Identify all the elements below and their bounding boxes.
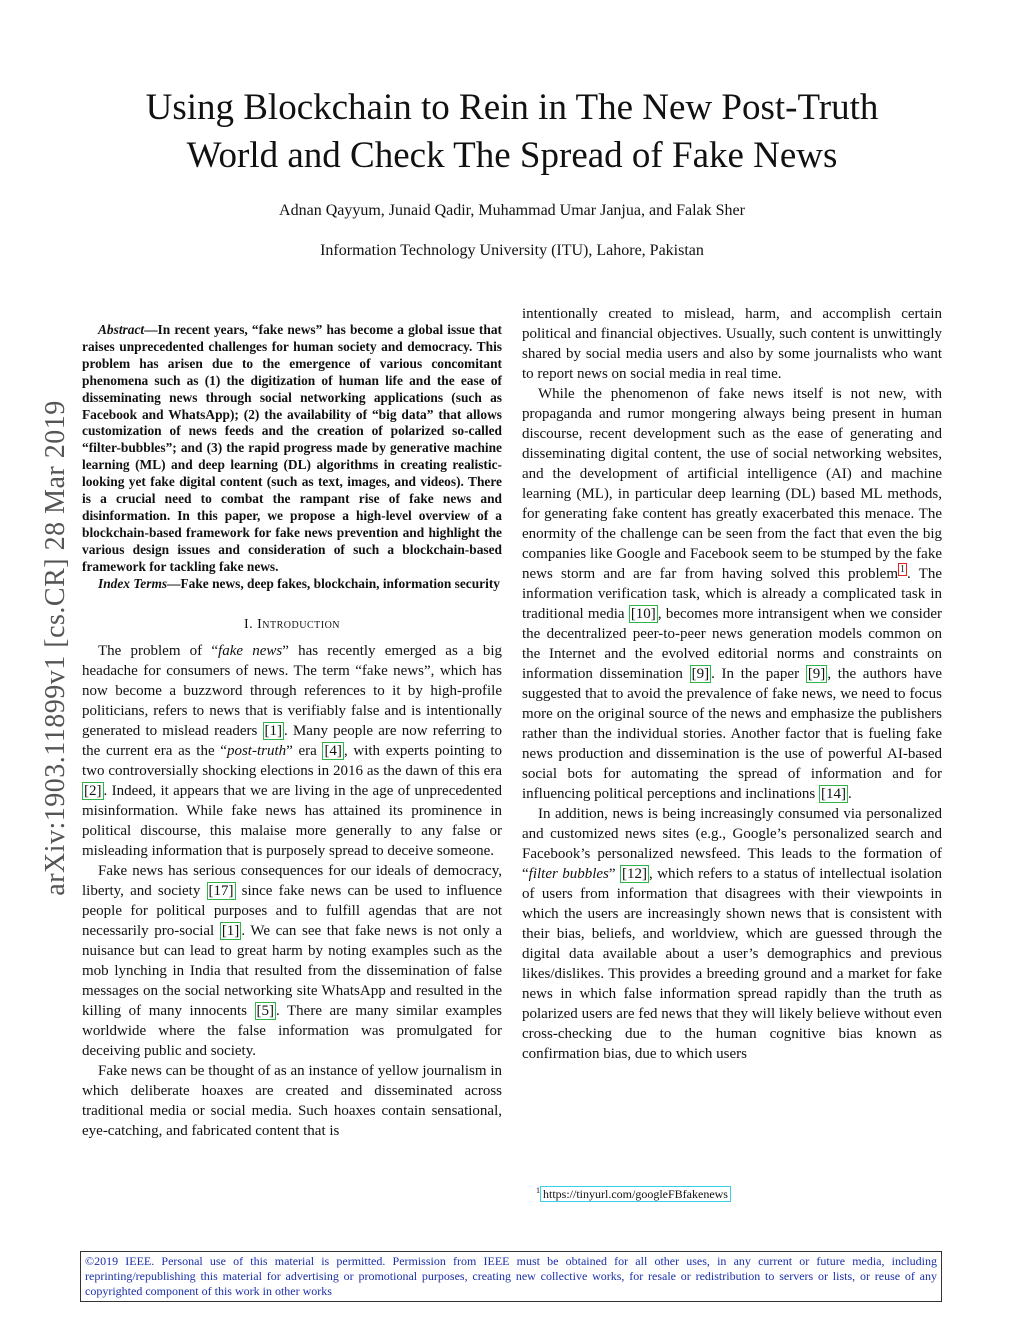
citation-link[interactable]: [9]: [691, 666, 710, 682]
citation-link[interactable]: [5]: [256, 1002, 275, 1019]
paper-title: [60, 84, 964, 180]
index-terms: [82, 576, 502, 593]
title-line-2: World and Check The Spread of Fake News: [186, 135, 838, 176]
citation-link[interactable]: [9]: [807, 666, 826, 682]
footnote: [536, 1186, 731, 1202]
right-column: [522, 304, 942, 1064]
intro-paragraph-3: Fake news can be thought of as an instance of yellow journalism in which deliberate hoaxes are created and disseminated across traditional media or social media. Such hoaxes contain sensational, eye-catching, and fabricated content that is: [82, 1062, 502, 1139]
title-line-1: Using Blockchain to Rein in The New Post-Truth: [145, 87, 879, 128]
intro-paragraph-5: In addition, news is being increasingly consumed via personalized and customized news sites (e.g., Google’s personalized search and Facebook’s personalized newsfeed. This leads to the formation of “filter bubbles” [12] , which refers to a status of intellectual isolation of users from information that disagrees with their viewpoints in which the users are increasingly shown news that is consistent with their bias, beliefs, and worldview, which are guessed through the digital data available about a user’s demographics and previous likes/dislikes. This provides a breeding ground and a market for fake news in which false information spread rapidly than the truth as polarized users are fed news that they will likely believe without even cross-checking due to the human cognitive bias known as confirmation bias, due to which users: [522, 806, 942, 1062]
intro-paragraph-3-continued: intentionally created to mislead, harm, and accomplish certain political and financial objectives. Usually, such content is unwittingly shared by social media users and also by some journalists who want to report news on social media in real time.: [522, 306, 942, 382]
section-heading-introduction: [82, 617, 502, 633]
copyright-notice: ©2019 IEEE. Personal use of this material is permitted. Permission from IEEE must be obtained for all other uses, in any current or future media, including reprinting/republishing this material for advertising or promotional purposes, creating new collective works, for resale or redistribution to servers or lists, or reuse of any copyrighted component of this work in other works: [80, 1251, 942, 1302]
intro-paragraph-1: The problem of “fake news” has recently emerged as a big headache for consumers of news. The term “fake news”, which has now become a buzzword through references to it by high-profile politicians, refers to news that is verifiably false and is intentionally generated to mislead readers [1] . Many people are now referring to the current era as the “post-truth” era [4] , with experts pointing to two controversially shocking elections in 2016 as the dawn of this era [2] . Indeed, it appears that we are living in the age of unprecedented misinformation. While fake news has attained its prominence in political discourse, this malaise more generally to any false or misleading information that is purposely spread to deceive someone.: [82, 642, 503, 859]
citation-link[interactable]: [12]: [621, 866, 647, 882]
author-list: Adnan Qayyum, Junaid Qadir, Muhammad Umar Janjua, and Falak Sher: [279, 202, 745, 219]
citation-link[interactable]: [14]: [821, 786, 847, 802]
citation-link[interactable]: [4]: [324, 742, 342, 759]
section-title: Introduction: [257, 616, 341, 632]
citation-link[interactable]: [1]: [264, 722, 283, 739]
abstract: [82, 322, 502, 576]
arxiv-identifier: arXiv:1903.11899v1 [cs.CR] 28 Mar 2019: [40, 400, 71, 896]
affiliation: Information Technology University (ITU), Lahore, Pakistan: [320, 242, 704, 259]
footnote-url-link[interactable]: https://tinyurl.com/googleFBfakenews: [540, 1186, 731, 1202]
abstract-label: Abstract: [98, 322, 145, 337]
citation-link[interactable]: [17]: [208, 882, 234, 899]
abstract-text: —In recent years, “fake news” has become a global issue that raises unprecedented challenges for human society and democracy. This problem has arisen due to the emergence of various concomitant phenomena such as (1) the digitization of human life and the ease of disseminating news through social networking applications (such as Facebook and WhatsApp); (2) the availability of “big data” that allows customization of news feeds and the creation of polarized so-called “filter-bubbles”; and (3) the rapid progress made by generative machine learning (ML) and deep learning (DL) algorithms in creating realistic-looking yet fake digital content (such as text, images, and videos). There is a crucial need to combat the rampant rise of fake news and disinformation. In this paper, we propose a high-level overview of a blockchain-based framework for fake news prevention and highlight the various design issues and consideration of such a blockchain-based framework for tackling fake news.: [82, 322, 502, 574]
footnote-reference[interactable]: 1: [900, 564, 906, 575]
left-column: [82, 322, 502, 1141]
intro-paragraph-4: While the phenomenon of fake news itself is not new, with propaganda and rumor mongering always being present in human discourse, recent development such as the ease of generating and disseminating digital content, the use of social networking websites, and the development of artificial intelligence (AI) and machine learning (ML), in particular deep learning (DL) based ML methods, for generating fake content has greatly exacerbated this menace. The enormity of the challenge can be seen from the fact that even the big companies like Google and Facebook seem to be stumped by the fake news storm and are far from having solved this problem $^1$ . The information verification task, which is already a complicated task in traditional media [10] , becomes more intransigent when we consider the decentralized peer-to-peer news generation models common on the Internet and the evolved editorial norms and constraints on information dissemination [9] . In the paper [9] , the authors have suggested that to avoid the prevalence of fake news, we need to focus more on the original source of the news and emphasize the publishers rather than the individual stories. Another factor that is fueling fake news production and dissemination is the use of powerful AI-based social bots for automating the spread of information and for influencing political perceptions and inclinations [14] .: [522, 386, 942, 802]
footnote-mark: 1: [536, 1186, 540, 1195]
citation-link[interactable]: [1]: [221, 922, 240, 939]
intro-paragraph-2: Fake news has serious consequences for our ideals of democracy, liberty, and society [17] since fake news can be used to influence people for political purposes and to fulfill agendas that are not necessarily pro-social [1] . We can see that fake news is not only a nuisance but can lead to great harm by noting examples such as the mob lynching in India that resulted from the dissemination of false messages on the social networking site WhatsApp and resulted in the killing of many innocents [5] . There are many similar examples worldwide where the false information was promulgated for deceiving public and society.: [82, 862, 502, 1059]
index-terms-label: Index Terms: [98, 575, 168, 591]
citation-link[interactable]: [10]: [630, 606, 656, 622]
index-terms-text: —Fake news, deep fakes, blockchain, information security: [167, 575, 500, 591]
section-number: I.: [243, 616, 254, 632]
citation-link[interactable]: [2]: [84, 782, 102, 799]
